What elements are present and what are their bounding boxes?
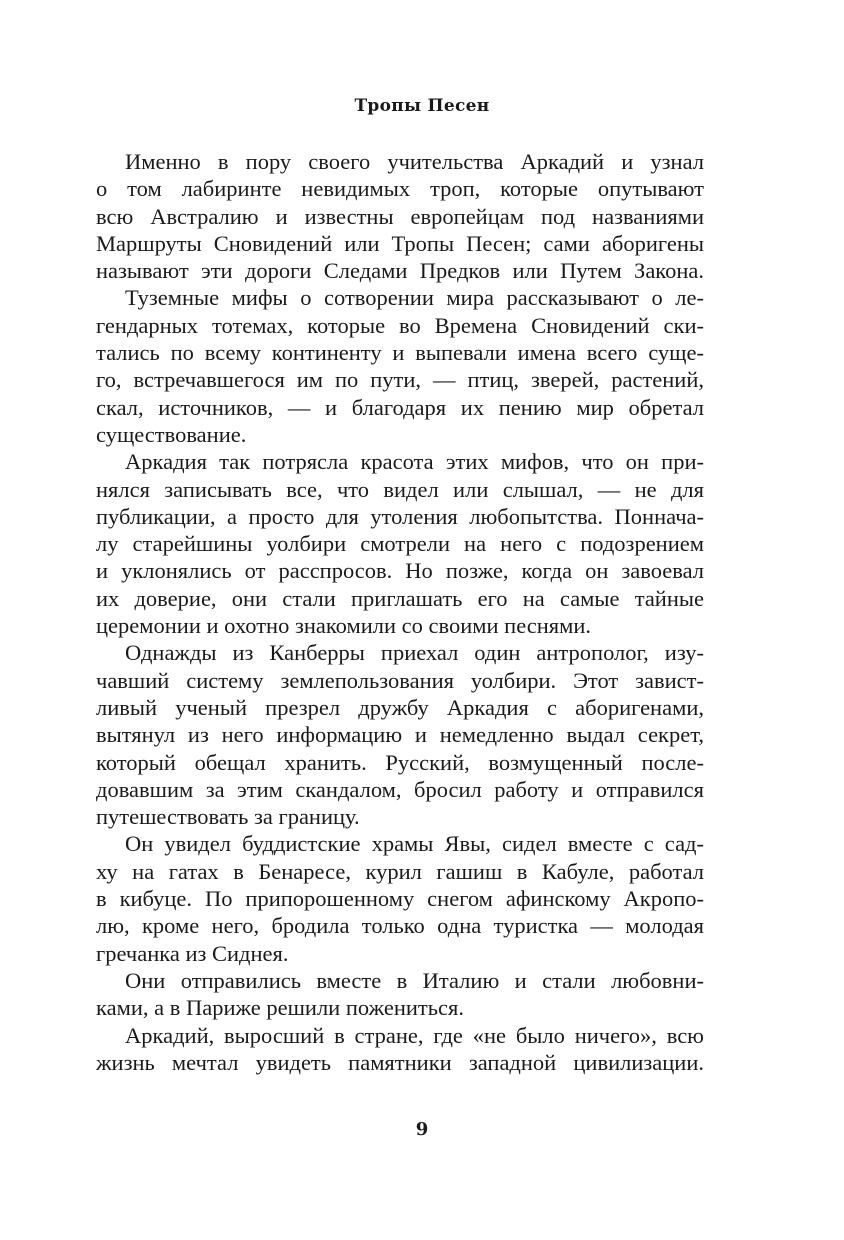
text-line: церемонии и охотно знакомили со своими песнями.: [96, 613, 592, 639]
text-line: о том лабиринте невидимых троп, которые опутывают: [96, 176, 704, 202]
text-line: называют эти дороги Следами Предков или Путем Закона.: [96, 258, 704, 284]
running-head: Тропы Песен: [354, 96, 490, 116]
text-line: Именно в пору своего учительства Аркадий и узнал: [125, 149, 704, 174]
text-line: и уклонялись от расспросов. Но позже, когда он завоевал: [96, 558, 704, 584]
text-line: скал, источников, — и благодаря их пению мир обретал: [96, 394, 704, 420]
text-line: гендарных тотемах, которые во Времена Сновидений ски-: [96, 312, 704, 338]
text-line: жизнь мечтал увидеть памятники западной цивилизации.: [96, 1049, 704, 1075]
body-text: [96, 148, 704, 1076]
text-line: Аркадия так потрясла красота этих мифов, что он при-: [125, 449, 704, 475]
text-line: Маршруты Сновидений или Тропы Песен; сами аборигены: [96, 230, 704, 256]
text-line: путешествовать за границу.: [96, 804, 360, 830]
text-line: Туземные мифы о сотворении мира рассказывают о ле-: [125, 285, 704, 311]
text-line: Аркадий, выросший в стране, где «не было ничего», всю: [125, 1022, 704, 1048]
text-line: чавший систему землепользования уолбири. Этот завист-: [96, 667, 704, 693]
text-line: тались по всему континенту и выпевали имена всего суще-: [96, 340, 704, 366]
text-line: публикации, а просто для утоления любопытства. Поннача-: [96, 503, 704, 529]
text-line: в кибуце. По припорошенному снегом афинскому Акропо-: [96, 886, 704, 912]
text-line: всю Австралию и известны европейцам под названиями: [96, 203, 704, 229]
text-line: нялся записывать все, что видел или слышал, — не для: [96, 476, 704, 502]
text-line: ливый ученый презрел дружбу Аркадия с аборигенами,: [96, 694, 704, 720]
text-line: который обещал хранить. Русский, возмущенный после-: [96, 749, 704, 775]
text-line: Они отправились вместе в Италию и стали любовни-: [125, 967, 704, 993]
text-line: лю, кроме него, бродила только одна туристка — молодая: [96, 913, 704, 939]
text-line: Он увидел буддистские храмы Явы, сидел вместе с сад-: [125, 831, 704, 857]
text-line: лу старейшины уолбири смотрели на него с подозрением: [96, 531, 704, 557]
text-line: существование.: [96, 421, 247, 447]
text-line: гречанка из Сиднея.: [96, 940, 289, 966]
page-number: 9: [415, 1119, 429, 1140]
text-line: го, встречавшегося им по пути, — птиц, зверей, растений,: [96, 367, 704, 393]
text-line: ками, а в Париже решили пожениться.: [96, 995, 464, 1021]
text-line: их доверие, они стали приглашать его на самые тайные: [96, 585, 704, 611]
text-line: ху на гатах в Бенаресе, курил гашиш в Кабуле, работал: [96, 858, 704, 884]
text-line: Однажды из Канберры приехал один антрополог, изу-: [125, 640, 704, 666]
text-line: довавшим за этим скандалом, бросил работу и отправился: [96, 776, 704, 802]
text-line: вытянул из него информацию и немедленно выдал секрет,: [96, 722, 704, 748]
